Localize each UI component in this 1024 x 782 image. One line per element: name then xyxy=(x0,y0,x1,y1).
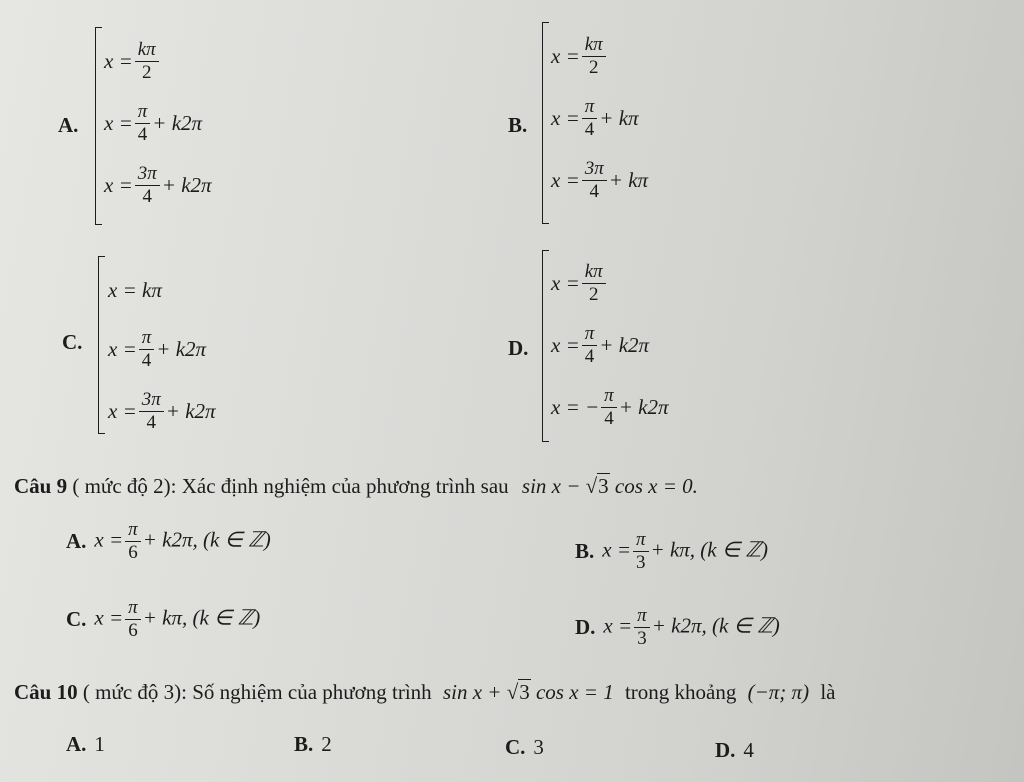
option-c-line-3: x = $\frac{3\pi}{4}$ + k2π xyxy=(108,388,216,433)
question-10-number: Câu 10 xyxy=(14,680,78,704)
option-b-line-2: x = $\frac{\pi}{4}$ + kπ xyxy=(551,95,639,140)
question-9-option-b[interactable]: B. x = $\frac{\pi}{3}$ + kπ, (k ∈ ℤ) xyxy=(575,529,769,573)
question-9-option-c[interactable]: C. x = $\frac{\pi}{6}$ + kπ, (k ∈ ℤ) xyxy=(66,597,261,641)
option-a-bracket xyxy=(95,27,102,225)
question-10-equation: sin x + √3 cos x = 1 xyxy=(442,680,614,704)
question-9-text: Xác định nghiệm của phương trình sau xyxy=(181,474,509,498)
question-10-option-d[interactable]: D. 4 xyxy=(715,738,754,762)
question-9-option-d[interactable]: D. x = $\frac{\pi}{3}$ + k2π, (k ∈ ℤ) xyxy=(575,605,780,649)
question-10-mid-text: trong khoảng xyxy=(624,680,737,704)
question-10-text: Số nghiệm của phương trình xyxy=(192,680,432,704)
question-9-equation: sin x − √3 cos x = 0. xyxy=(521,474,698,498)
option-b-line-3: x = $\frac{3\pi}{4}$ + kπ xyxy=(551,157,649,202)
option-d-line-2: x = $\frac{\pi}{4}$ + k2π xyxy=(551,322,650,367)
option-d-line-3: x = − $\frac{\pi}{4}$ + k2π xyxy=(551,384,669,429)
option-d-label: D. xyxy=(508,336,529,360)
option-a-system xyxy=(104,30,212,216)
option-c-line-1: x = kπ xyxy=(108,277,162,302)
option-a-line-2: x = $\frac{\pi}{4}$ + k2π xyxy=(104,100,203,145)
option-a-label: A. xyxy=(58,113,79,137)
question-10-interval: (−π; π) xyxy=(747,680,810,704)
question-9-option-a[interactable]: A. x = $\frac{\pi}{6}$ + k2π, (k ∈ ℤ) xyxy=(66,519,271,563)
question-9-number: Câu 9 xyxy=(14,474,68,498)
option-a-line-1: x = $\frac{k\pi}{2}$ xyxy=(104,30,212,92)
question-10-option-c[interactable]: C. 3 xyxy=(505,735,544,759)
question-10 xyxy=(14,680,835,705)
option-c-label: C. xyxy=(62,330,83,354)
option-d-line-1: x = $\frac{k\pi}{2}$ xyxy=(551,252,668,314)
option-b-system xyxy=(551,25,648,211)
question-10-option-a[interactable]: A. 1 xyxy=(66,732,105,756)
option-b-bracket xyxy=(542,22,549,224)
question-10-end-text: là xyxy=(820,680,836,704)
question-9-level: ( mức độ 2): xyxy=(72,474,177,498)
option-a-line-3: x = $\frac{3\pi}{4}$ + k2π xyxy=(104,162,212,207)
option-c-line-2: x = $\frac{\pi}{4}$ + k2π xyxy=(108,326,207,371)
question-9 xyxy=(14,474,698,499)
question-10-level: ( mức độ 3): xyxy=(82,680,187,704)
option-d-system xyxy=(551,252,668,438)
option-b-line-1: x = $\frac{k\pi}{2}$ xyxy=(551,25,648,87)
option-c-system xyxy=(108,262,216,442)
option-b-label: B. xyxy=(508,113,528,137)
option-d-bracket xyxy=(542,250,549,442)
question-10-option-b[interactable]: B. 2 xyxy=(294,732,332,756)
option-c-bracket xyxy=(98,256,105,434)
